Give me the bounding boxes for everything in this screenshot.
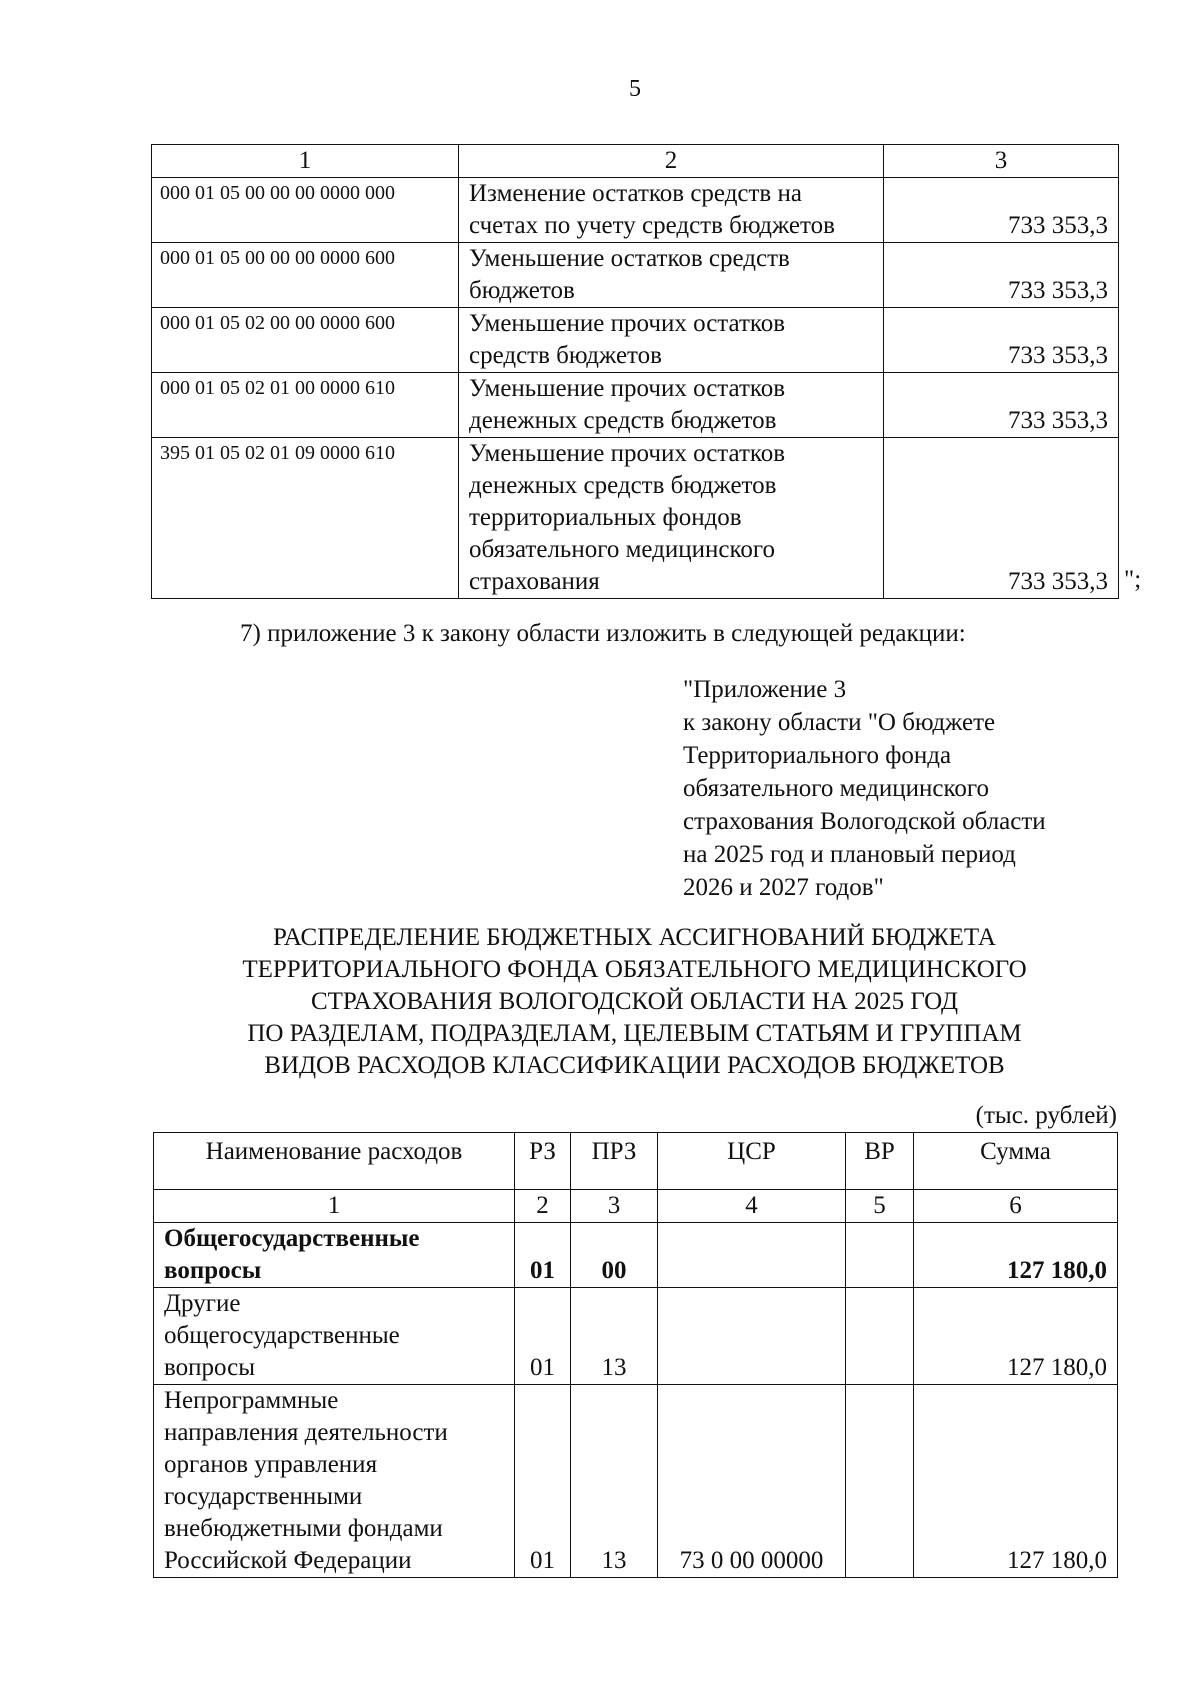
rz-cell: 01 <box>515 1385 571 1578</box>
expense-name: Общегосударственные вопросы <box>154 1223 515 1288</box>
row-description: Уменьшение прочих остатков денежных средств бюджетов <box>459 373 884 438</box>
column-header: ВР <box>846 1133 914 1190</box>
appendix-line: Территориального фонда <box>683 742 952 769</box>
expense-name: Другие общегосударственные вопросы <box>154 1288 515 1385</box>
amendment-paragraph: 7) приложение 3 к закону области изложить в следующей редакции: <box>240 620 966 647</box>
appendix-line: страхования Вологодской области <box>683 808 1046 835</box>
title-line: ВИДОВ РАСХОДОВ КЛАССИФИКАЦИИ РАСХОДОВ БЮДЖЕТОВ <box>264 1052 1005 1079</box>
row-amount: 733 353,3 <box>884 438 1119 599</box>
prz-cell: 13 <box>571 1385 658 1578</box>
csr-cell <box>658 1223 846 1288</box>
table-row <box>152 373 1119 438</box>
csr-cell <box>658 1288 846 1385</box>
row-amount: 733 353,3 <box>884 308 1119 373</box>
row-description: Уменьшение прочих остатков денежных средств бюджетов территориальных фондов обязательного медицинского страхования <box>459 438 884 599</box>
amount-cell: 127 180,0 <box>914 1385 1118 1578</box>
row-amount: 733 353,3 <box>884 243 1119 308</box>
amount-cell: 127 180,0 <box>914 1288 1118 1385</box>
budget-code: 000 01 05 02 01 00 0000 610 <box>152 373 459 438</box>
budget-code: 000 01 05 02 00 00 0000 600 <box>152 308 459 373</box>
row-description: Уменьшение прочих остатков средств бюджетов <box>459 308 884 373</box>
row-description: Изменение остатков средств на счетах по учету средств бюджетов <box>459 178 884 243</box>
appendix-line: "Приложение 3 <box>683 676 847 703</box>
table-row <box>152 308 1119 373</box>
appendix-line: обязательного медицинского <box>683 775 990 802</box>
vr-cell <box>846 1223 914 1288</box>
table-header-row <box>154 1133 1118 1190</box>
prz-cell: 00 <box>571 1223 658 1288</box>
rz-cell: 01 <box>515 1288 571 1385</box>
budget-code: 000 01 05 00 00 00 0000 000 <box>152 178 459 243</box>
column-number: 3 <box>571 1190 658 1223</box>
title-line: СТРАХОВАНИЯ ВОЛОГОДСКОЙ ОБЛАСТИ НА 2025 ГОД <box>310 988 959 1015</box>
row-amount: 733 353,3 <box>884 178 1119 243</box>
column-header: 2 <box>459 145 884 178</box>
rz-cell: 01 <box>515 1223 571 1288</box>
column-number: 4 <box>658 1190 846 1223</box>
document-title <box>151 922 1118 1082</box>
expenditure-table <box>153 1132 1118 1578</box>
column-number: 1 <box>154 1190 515 1223</box>
page-number: 5 <box>629 76 641 102</box>
amount-cell: 127 180,0 <box>914 1223 1118 1288</box>
table-row <box>154 1385 1118 1578</box>
table-row <box>154 1288 1118 1385</box>
title-line: ПО РАЗДЕЛАМ, ПОДРАЗДЕЛАМ, ЦЕЛЕВЫМ СТАТЬЯМ И ГРУППАМ <box>247 1020 1022 1047</box>
table-row <box>154 1223 1118 1288</box>
units-label: (тыс. рублей) <box>975 1102 1117 1129</box>
vr-cell <box>846 1288 914 1385</box>
column-number: 2 <box>515 1190 571 1223</box>
column-header: Сумма <box>914 1133 1118 1190</box>
column-header: 3 <box>884 145 1119 178</box>
column-header: 1 <box>152 145 459 178</box>
closing-quote-mark: "; <box>1124 566 1142 593</box>
vr-cell <box>846 1385 914 1578</box>
column-header: РЗ <box>515 1133 571 1190</box>
sources-table <box>151 144 1119 599</box>
appendix-line: на 2025 год и плановый период <box>683 841 1016 868</box>
row-description: Уменьшение остатков средств бюджетов <box>459 243 884 308</box>
column-number: 5 <box>846 1190 914 1223</box>
table-row <box>152 243 1119 308</box>
column-header: Наименование расходов <box>154 1133 515 1190</box>
title-line: РАСПРЕДЕЛЕНИЕ БЮДЖЕТНЫХ АССИГНОВАНИЙ БЮДЖЕТА <box>273 924 996 951</box>
budget-code: 395 01 05 02 01 09 0000 610 <box>152 438 459 599</box>
table-header-row <box>152 145 1119 178</box>
csr-cell: 73 0 00 00000 <box>658 1385 846 1578</box>
appendix-line: 2026 и 2027 годов" <box>683 874 884 901</box>
column-number: 6 <box>914 1190 1118 1223</box>
row-amount: 733 353,3 <box>884 373 1119 438</box>
prz-cell: 13 <box>571 1288 658 1385</box>
appendix-line: к закону области "О бюджете <box>683 709 996 736</box>
column-number-row <box>154 1190 1118 1223</box>
column-header: ПРЗ <box>571 1133 658 1190</box>
table-row <box>152 438 1119 599</box>
table-row <box>152 178 1119 243</box>
title-line: ТЕРРИТОРИАЛЬНОГО ФОНДА ОБЯЗАТЕЛЬНОГО МЕДИЦИНСКОГО <box>242 956 1027 983</box>
budget-code: 000 01 05 00 00 00 0000 600 <box>152 243 459 308</box>
appendix-note <box>683 673 1046 904</box>
expense-name: Непрограммные направления деятельности органов управления государственными внебюджетными фондами Российской Федерации <box>154 1385 515 1578</box>
column-header: ЦСР <box>658 1133 846 1190</box>
